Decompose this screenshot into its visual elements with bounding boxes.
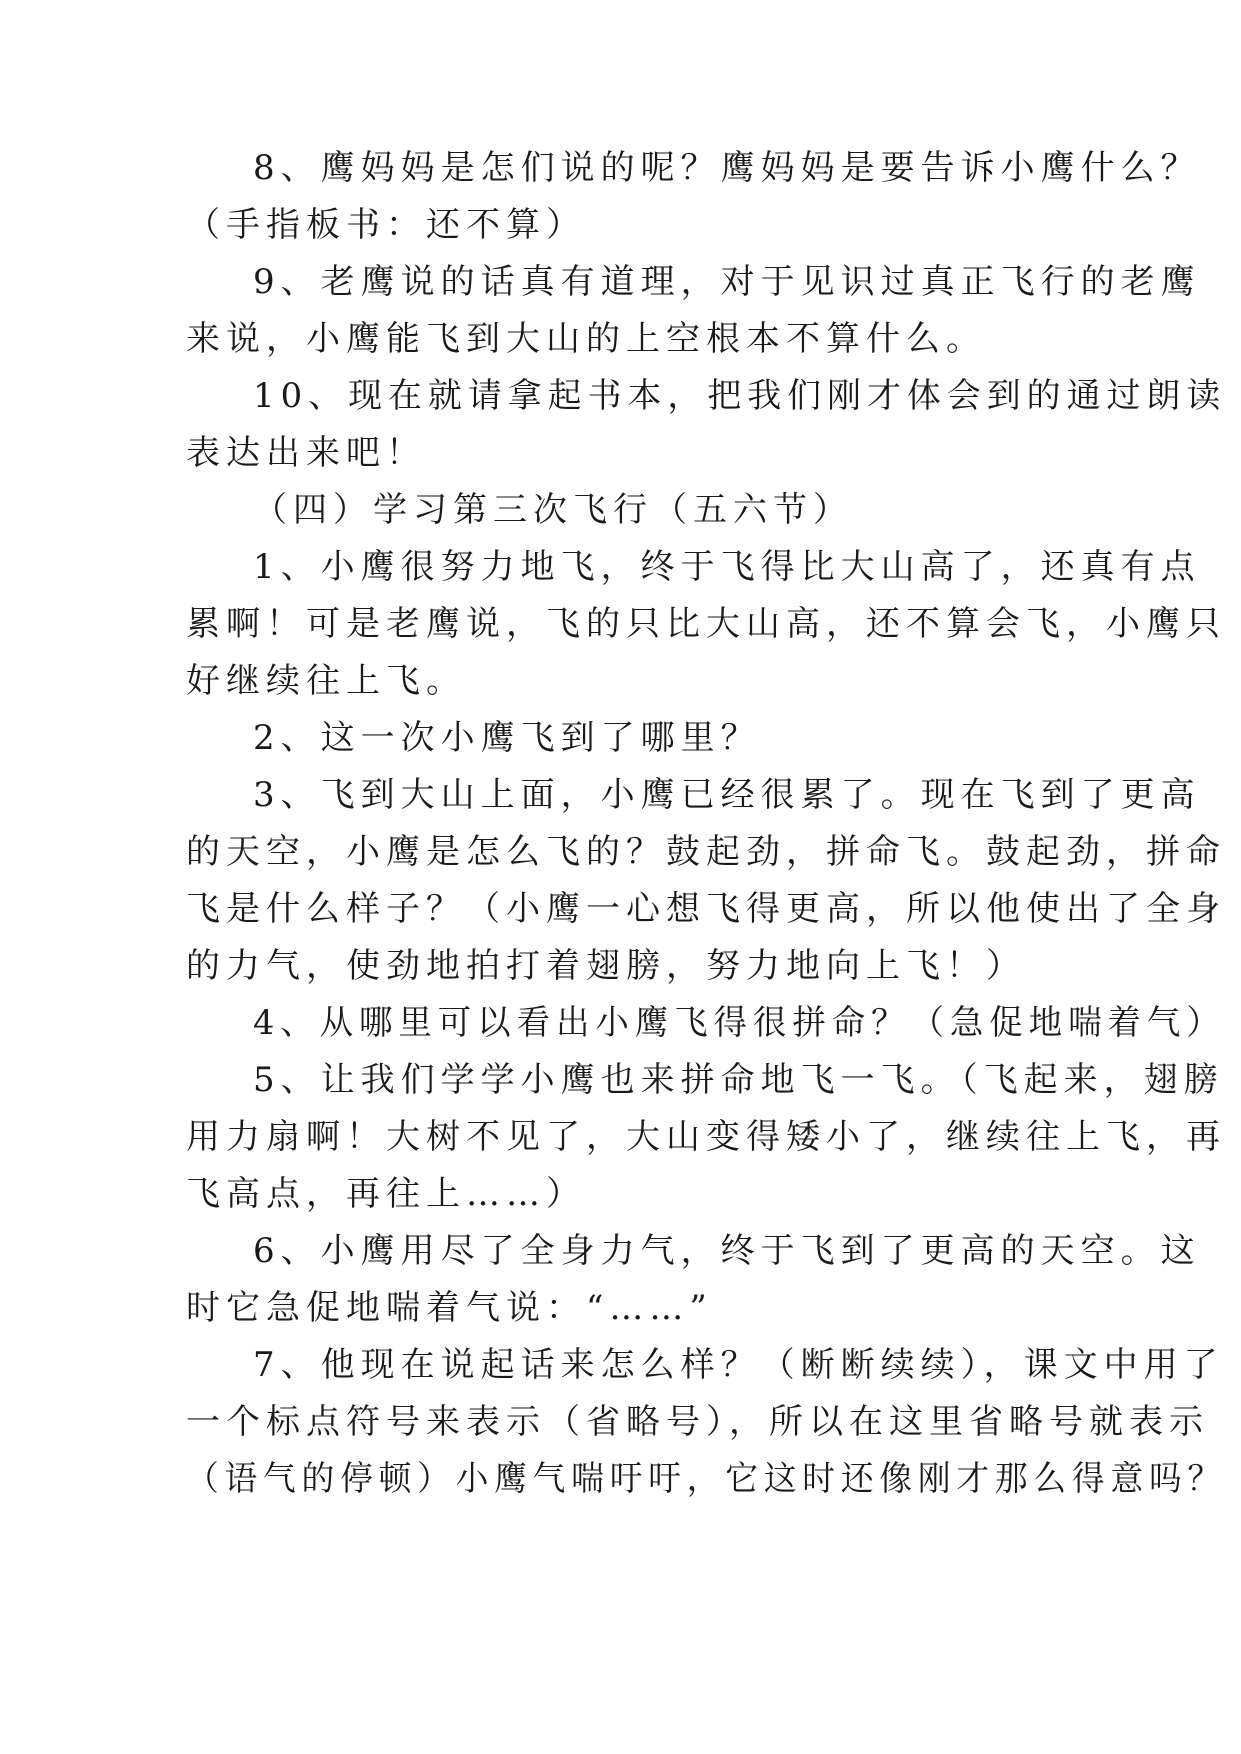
item-4-line-1: 4、从哪里可以看出小鹰飞得很拼命？（急促地喘着气） <box>253 1003 1226 1043</box>
item-1-line-2: 累啊！可是老鹰说，飞的只比大山高，还不算会飞，小鹰只 <box>186 604 1226 644</box>
paragraph-10-line-1: 10、现在就请拿起书本，把我们刚才体会到的通过朗读 <box>253 376 1227 416</box>
item-5-line-3: 飞高点，再往上……） <box>186 1174 586 1214</box>
paragraph-8-line-1: 8、鹰妈妈是怎们说的呢？鹰妈妈是要告诉小鹰什么？ <box>253 148 1201 188</box>
section-heading: （四）学习第三次飞行（五六节） <box>253 490 853 530</box>
item-6-line-2: 时它急促地喘着气说：“……” <box>186 1288 713 1328</box>
paragraph-9-line-1: 9、老鹰说的话真有道理，对于见识过真正飞行的老鹰 <box>253 262 1201 302</box>
paragraph-9-line-2: 来说，小鹰能飞到大山的上空根本不算什么。 <box>186 319 986 359</box>
item-5-line-2: 用力扇啊！大树不见了，大山变得矮小了，继续往上飞，再 <box>186 1117 1226 1157</box>
item-3-line-4: 的力气，使劲地拍打着翅膀，努力地向上飞！） <box>186 946 1026 986</box>
item-2-line-1: 2、这一次小鹰飞到了哪里？ <box>253 718 761 758</box>
item-3-line-1: 3、飞到大山上面，小鹰已经很累了。现在飞到了更高 <box>253 775 1201 815</box>
item-7-line-3: （语气的停顿）小鹰气喘吁吁，它这时还像刚才那么得意吗？ <box>186 1459 1226 1499</box>
item-6-line-1: 6、小鹰用尽了全身力气，终于飞到了更高的天空。这 <box>253 1231 1201 1271</box>
paragraph-8-line-2: （手指板书：还不算） <box>186 205 586 245</box>
item-1-line-3: 好继续往上飞。 <box>186 661 466 701</box>
item-7-line-2: 一个标点符号来表示（省略号），所以在这里省略号就表示 <box>186 1402 1209 1442</box>
item-5-line-1: 5、让我们学学小鹰也来拼命地飞一飞。（飞起来，翅膀 <box>253 1060 1224 1100</box>
item-7-line-1: 7、他现在说起话来怎么样？（断断续续），课文中用了 <box>253 1345 1224 1385</box>
paragraph-10-line-2: 表达出来吧！ <box>186 433 426 473</box>
item-1-line-1: 1、小鹰很努力地飞，终于飞得比大山高了，还真有点 <box>253 547 1201 587</box>
item-3-line-3: 飞是什么样子？（小鹰一心想飞得更高，所以他使出了全身 <box>186 889 1226 929</box>
item-3-line-2: 的天空，小鹰是怎么飞的？鼓起劲，拼命飞。鼓起劲，拼命 <box>186 832 1226 872</box>
